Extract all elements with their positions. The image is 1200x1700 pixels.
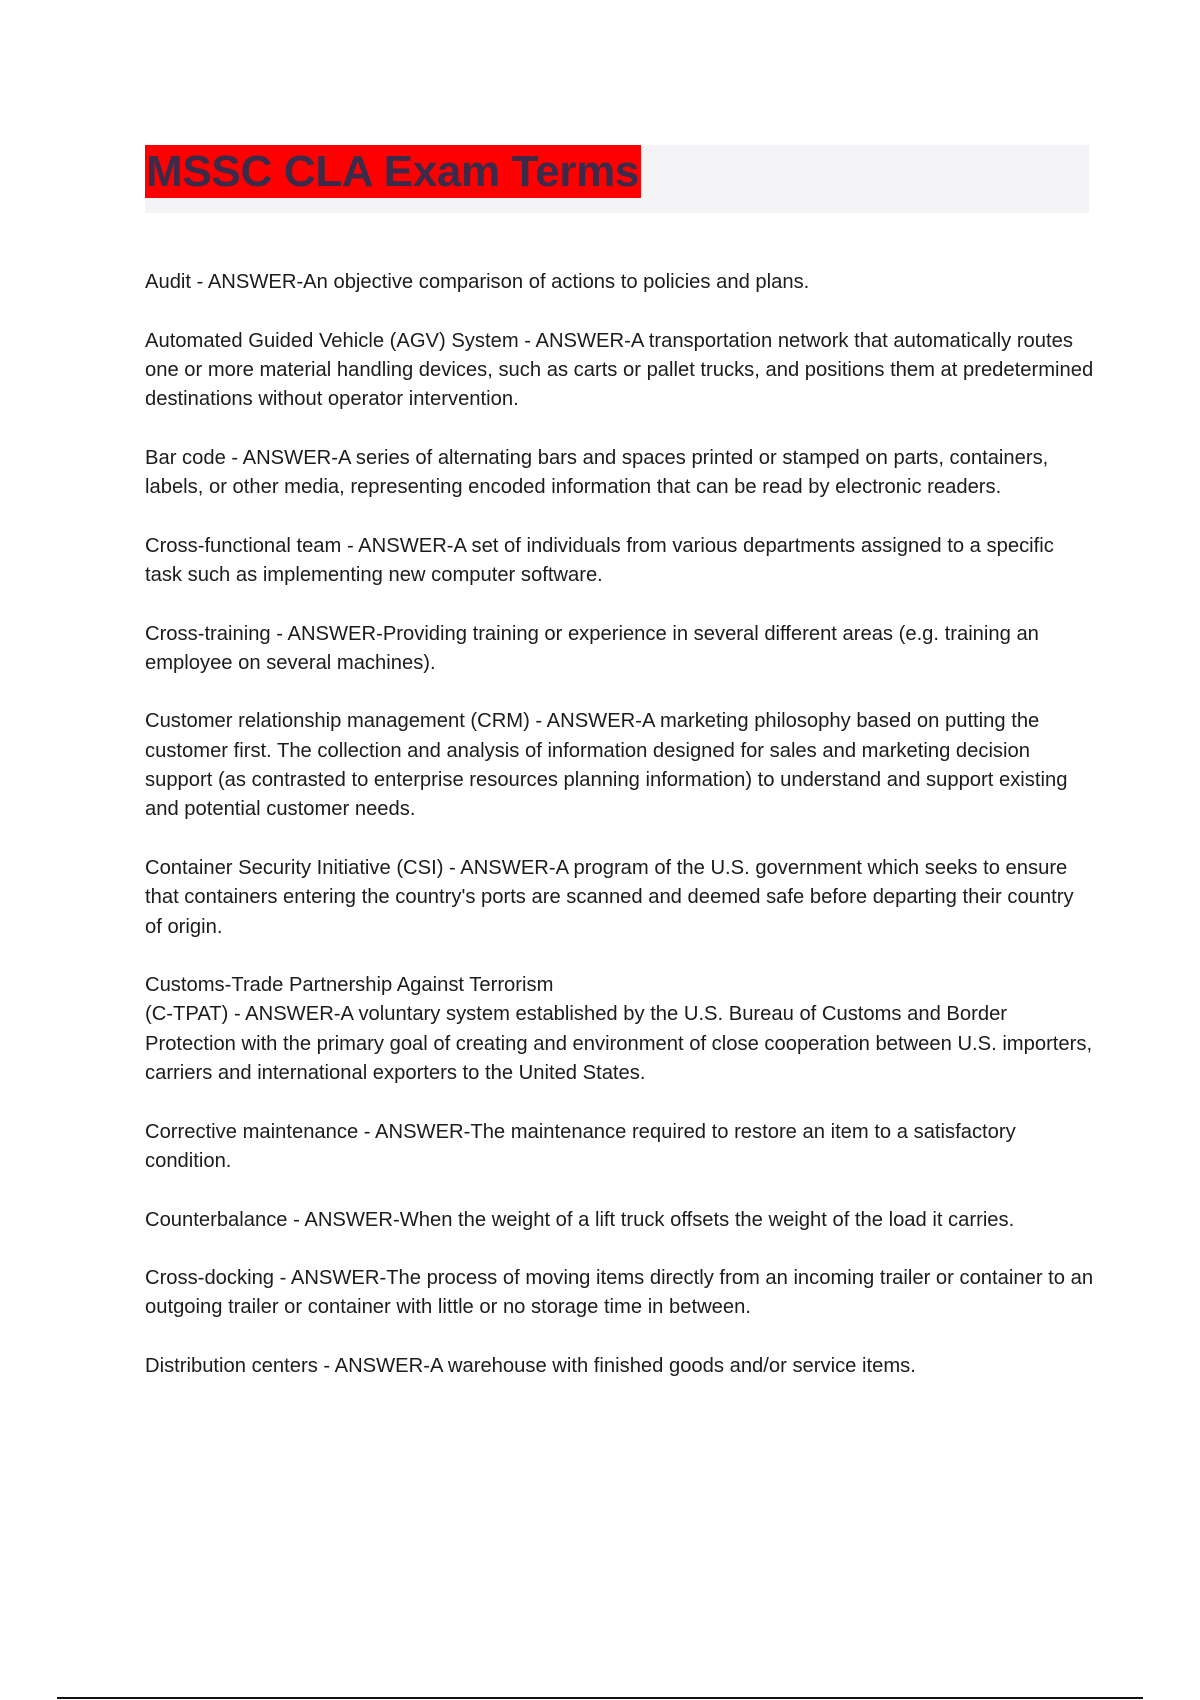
term-entry-corrective-maintenance — [145, 1118, 1095, 1177]
term-name: Cross-functional team — [145, 534, 342, 557]
term-entry-cross-docking — [145, 1264, 1095, 1323]
term-definition: When the weight of a lift truck offsets the weight of the load it carries. — [399, 1208, 1015, 1231]
term-name: Cross-docking — [145, 1267, 275, 1290]
term-definition: The maintenance required to restore an item to a satisfactory condition. — [145, 1120, 1016, 1172]
term-name: Cross-training — [145, 622, 271, 645]
document-title: MSSC CLA Exam Terms — [146, 147, 640, 196]
term-name: Audit — [145, 271, 192, 293]
footer-divider — [57, 1697, 1143, 1699]
term-name: Counterbalance — [145, 1208, 288, 1231]
term-name: Container Security Initiative (CSI) — [145, 856, 444, 879]
term-entry-bar-code — [145, 444, 1095, 503]
term-entry-cross-training — [145, 620, 1095, 679]
term-entry-c-tpat — [145, 971, 1095, 1088]
term-definition: A marketing philosophy based on putting the customer first. The collection and analysis of information designed for sales and marketing decision support (as contrasted to enterprise resources planning information) to understand and support existing and potential customer needs. — [145, 710, 1068, 821]
term-definition: A transportation network that automatically routes one or more material handling devices, such as carts or pallet trucks, and positions them at predetermined destinations without operator intervention. — [145, 329, 1094, 411]
term-name-line1: Customs-Trade Partnership Against Terrorism — [145, 974, 554, 997]
answer-separator: - ANSWER- — [287, 1208, 400, 1231]
answer-separator: - ANSWER- — [270, 622, 383, 645]
answer-separator: - ANSWER- — [341, 534, 454, 557]
answer-separator: - ANSWER- — [358, 1120, 471, 1143]
answer-separator: - ANSWER- — [317, 1354, 430, 1377]
term-definition: A set of individuals from various departments assigned to a specific task such as implementing new computer software. — [145, 534, 1054, 586]
term-name: Distribution centers — [145, 1354, 318, 1377]
term-entry-crm — [145, 707, 1095, 824]
term-definition: The process of moving items directly from an incoming trailer or container to an outgoing trailer or container with little or no storage time in between. — [145, 1267, 1094, 1319]
answer-separator: - ANSWER- — [191, 271, 304, 293]
term-definition: A voluntary system established by the U.S. Bureau of Customs and Border Protection with the primary goal of creating and environment of close cooperation between U.S. importers, carriers and international exporters to the United States. — [145, 1003, 1093, 1085]
answer-separator: - ANSWER- — [225, 446, 338, 469]
term-entry-agv — [145, 327, 1095, 415]
term-entry-audit — [145, 268, 1095, 297]
term-entry-cross-functional-team — [145, 532, 1095, 591]
term-name: (C-TPAT) — [145, 1003, 229, 1026]
term-name: Customer relationship management (CRM) — [145, 710, 530, 733]
term-definition: A warehouse with finished goods and/or service items. — [429, 1354, 916, 1377]
terms-list — [145, 268, 1095, 1411]
term-definition: A program of the U.S. government which seeks to ensure that containers entering the country's ports are scanned and deemed safe before departing their country of origin. — [145, 856, 1074, 938]
term-name: Automated Guided Vehicle (AGV) System — [145, 329, 519, 352]
answer-separator: - ANSWER- — [228, 1003, 341, 1026]
term-definition: Providing training or experience in several different areas (e.g. training an employee on several machines). — [145, 622, 1039, 674]
term-entry-csi — [145, 854, 1095, 942]
term-definition: An objective comparison of actions to policies and plans. — [303, 271, 810, 293]
answer-separator: - ANSWER- — [443, 856, 556, 879]
term-name: Bar code — [145, 446, 226, 469]
term-definition: A series of alternating bars and spaces printed or stamped on parts, containers, labels, or other media, representing encoded information that can be read by electronic readers. — [145, 446, 1049, 499]
term-entry-counterbalance — [145, 1206, 1095, 1235]
term-name: Corrective maintenance — [145, 1120, 359, 1143]
answer-separator: - ANSWER- — [518, 329, 631, 352]
answer-separator: - ANSWER- — [529, 710, 642, 733]
term-entry-distribution-centers — [145, 1352, 1095, 1381]
answer-separator: - ANSWER- — [274, 1267, 387, 1290]
